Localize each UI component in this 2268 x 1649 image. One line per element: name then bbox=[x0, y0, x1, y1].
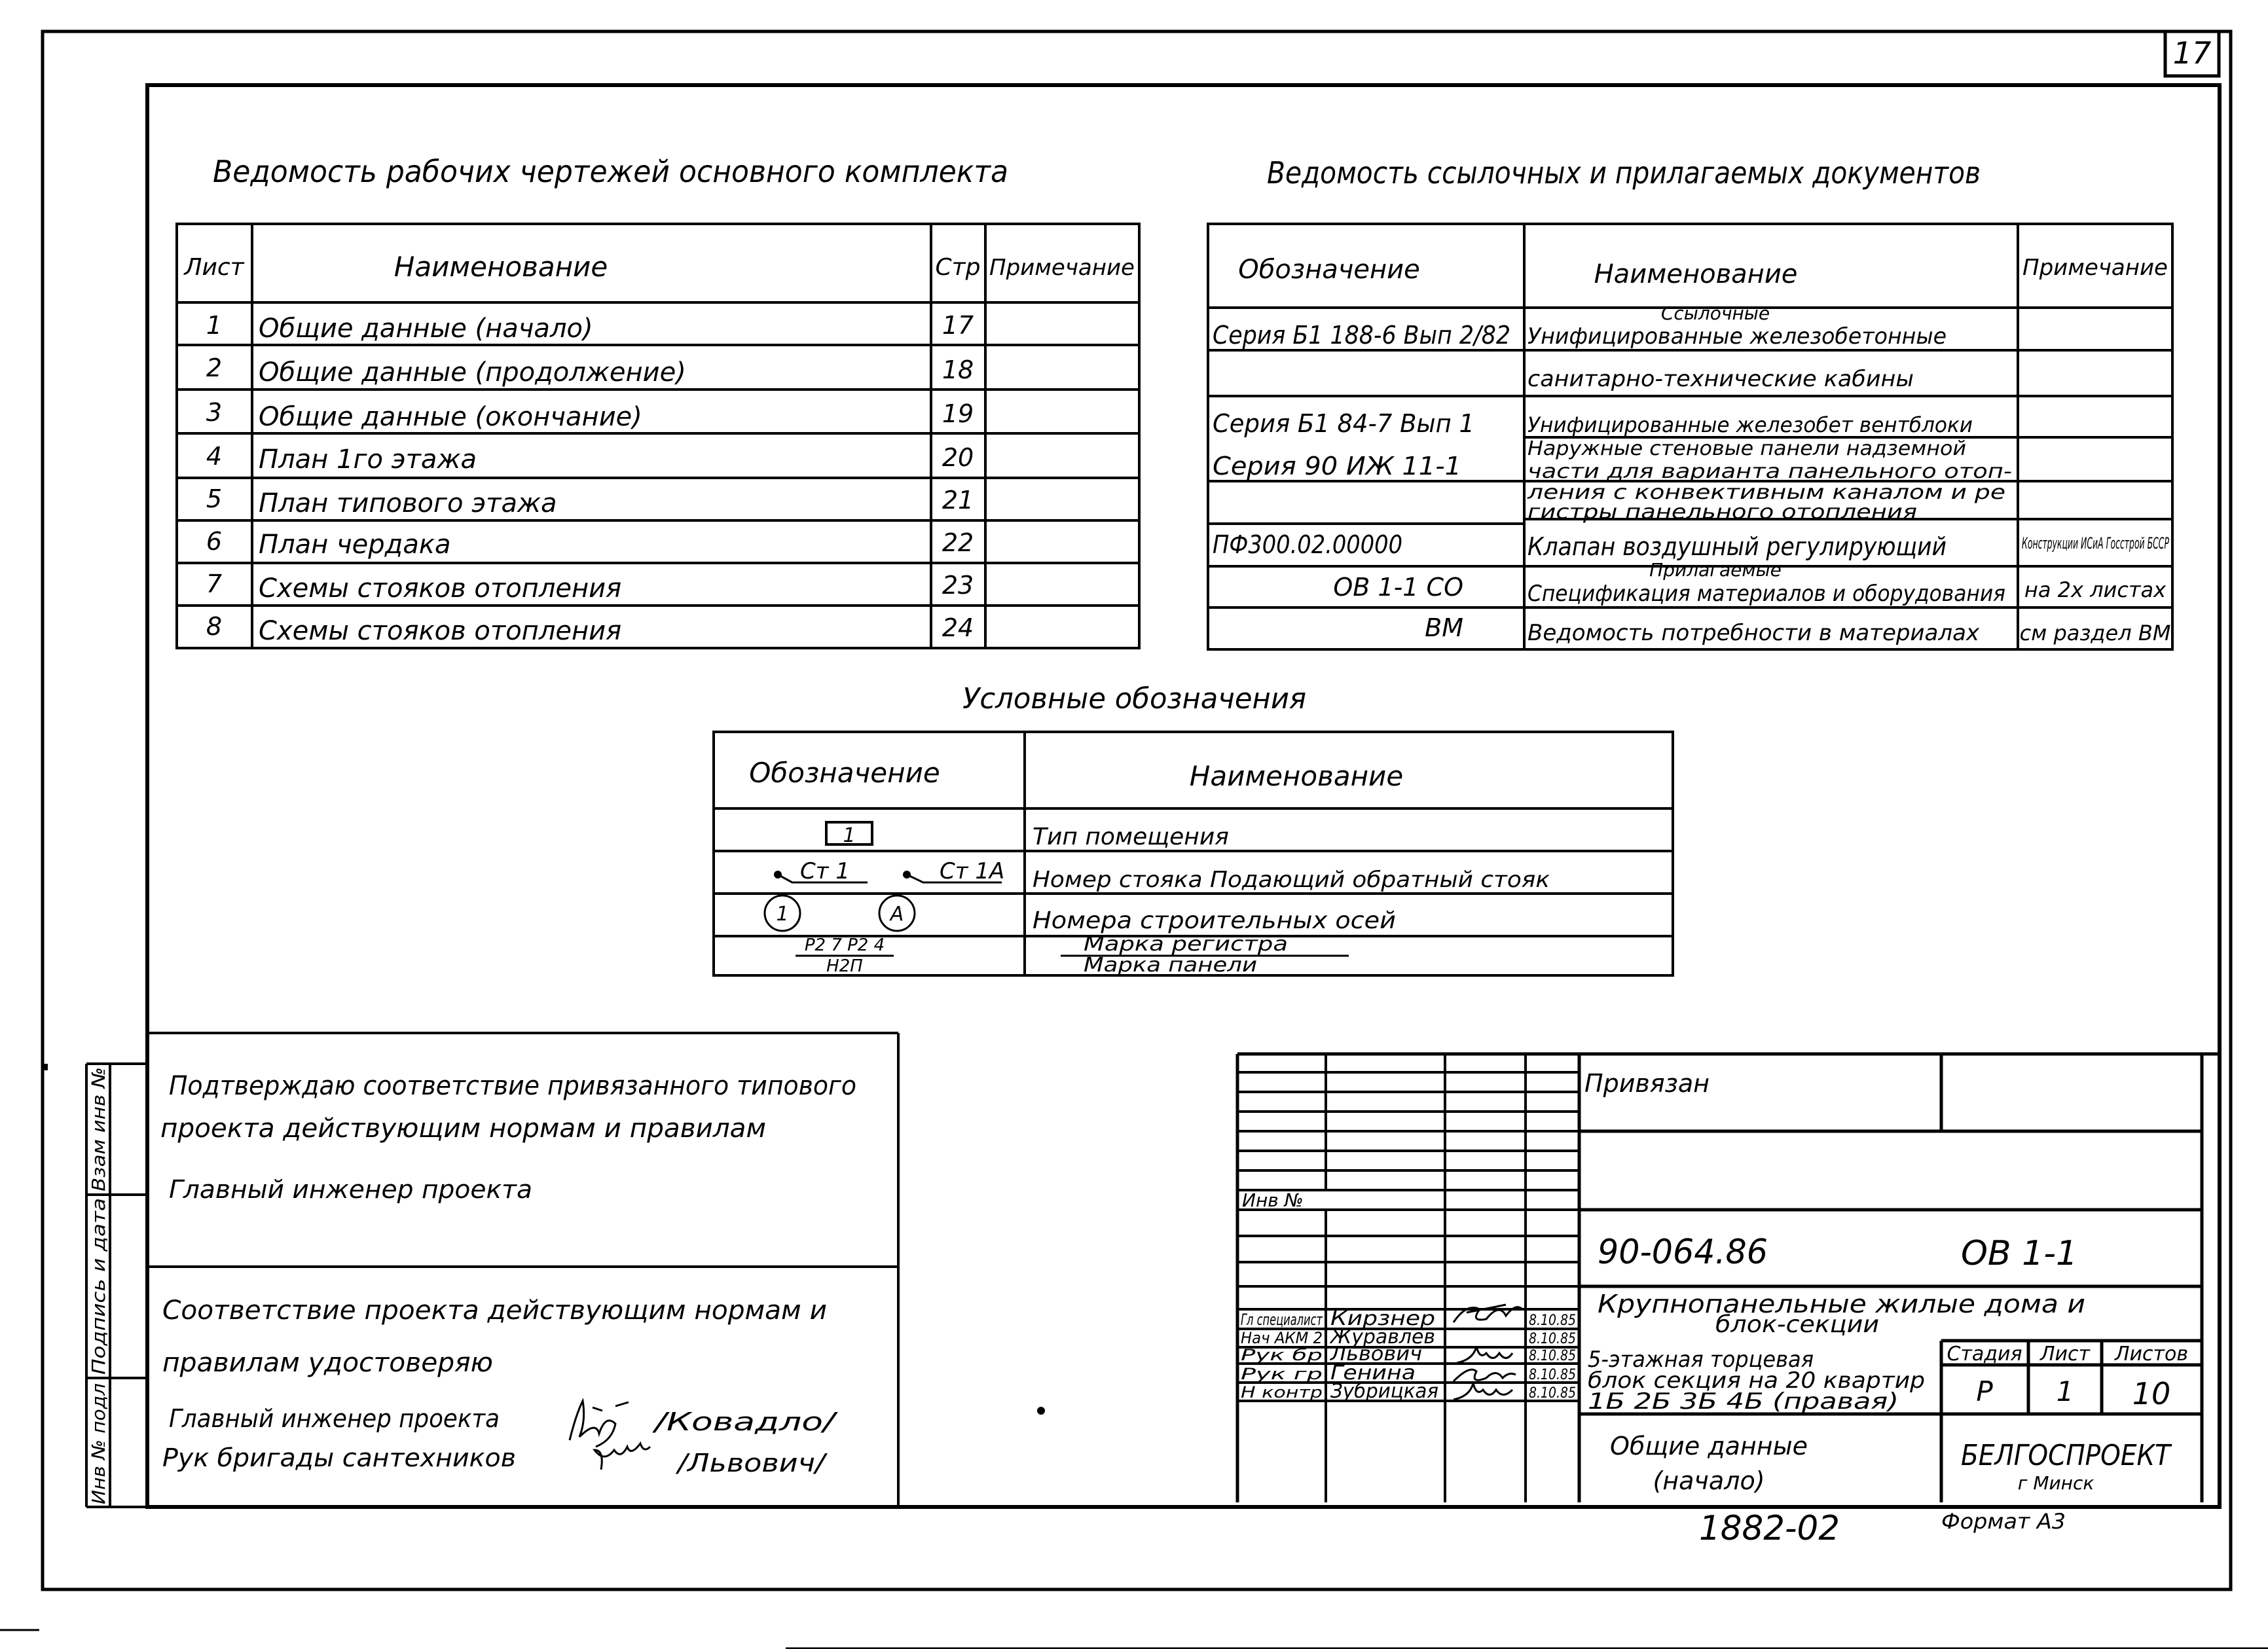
organization-city: г Минск bbox=[2017, 1472, 2094, 1494]
header-note: Примечание bbox=[989, 255, 1135, 281]
signer-role: Рук бр bbox=[1241, 1346, 1323, 1364]
cell-sheet: 7 bbox=[206, 570, 223, 598]
cell-name: План чердака bbox=[259, 530, 451, 560]
cell-name: ления с конвективным каналом и ре bbox=[1526, 481, 2005, 504]
drawings-list-header bbox=[183, 251, 1135, 283]
signer-date: 8.10.85 bbox=[1529, 1385, 1576, 1402]
header-name: Наименование bbox=[393, 251, 608, 283]
references-list-rows bbox=[1213, 302, 2170, 646]
signer-date: 8.10.85 bbox=[1529, 1367, 1576, 1383]
approval-line-2: проекта действующим нормам и правилам bbox=[160, 1114, 766, 1144]
signer-role: Рук гр bbox=[1241, 1365, 1323, 1383]
object-line-3: 1Б 2Б 3Б 4Б (правая) bbox=[1588, 1388, 1899, 1415]
cell-sheet: 4 bbox=[206, 442, 223, 471]
cell-name: части для варианта панельного отоп- bbox=[1527, 460, 2012, 483]
cell-name: Схемы стояков отопления bbox=[259, 573, 622, 604]
cell-note: Конструкции ИСиА Госстрой БССР bbox=[2022, 534, 2170, 553]
references-list-title: Ведомость ссылочных и прилагаемых документов bbox=[1267, 155, 1981, 190]
cell-name: План типового этажа bbox=[259, 488, 557, 518]
cell-name: Унифицированные железобетонные bbox=[1527, 323, 1947, 350]
certify-name-2: /Львович/ bbox=[675, 1449, 828, 1477]
project-code: 90-064.86 bbox=[1598, 1233, 1768, 1272]
cell-name: Унифицированные железобет вентблоки bbox=[1527, 412, 1973, 437]
cell-name: Клапан воздушный регулирующий bbox=[1527, 532, 1947, 561]
cell-designation: ВМ bbox=[1425, 613, 1463, 642]
approval-line-1: Подтверждаю соответствие привязанного типового bbox=[169, 1071, 856, 1101]
cell-name: гистры панельного отопления bbox=[1527, 501, 1917, 524]
page-number: 17 bbox=[2172, 35, 2212, 71]
organization-name: БЕЛГОСПРОЕКТ bbox=[1961, 1439, 2172, 1472]
panel-mark-symbol: Н2П bbox=[826, 956, 863, 976]
signature-genina bbox=[1454, 1369, 1516, 1381]
bound-label: Привязан bbox=[1584, 1069, 1710, 1098]
cell-page: 21 bbox=[942, 486, 974, 515]
signer-name: Генина bbox=[1330, 1362, 1416, 1385]
signer-role: Гл специалист bbox=[1241, 1311, 1323, 1329]
cell-page: 18 bbox=[942, 355, 974, 384]
axis-symbol-a-label: А bbox=[890, 903, 904, 926]
cell-note: на 2х листах bbox=[2024, 577, 2167, 602]
cell-name: Общие данные (начало) bbox=[259, 314, 593, 344]
sheet-title-1: Общие данные bbox=[1610, 1432, 1808, 1460]
axis-symbol-1-label: 1 bbox=[776, 903, 789, 926]
signer-role: Н контр bbox=[1241, 1383, 1323, 1402]
inv-label: Инв № bbox=[1242, 1189, 1304, 1211]
header-sheet: Лист bbox=[184, 254, 244, 281]
register-mark-symbol: Р2 7 Р2 4 bbox=[804, 935, 885, 955]
document-code: ОВ 1-1 bbox=[1961, 1234, 2078, 1273]
object-line-2: блок секция на 20 квартир bbox=[1588, 1368, 1925, 1394]
header-name: Наименование bbox=[1594, 259, 1798, 289]
references-list-header bbox=[1238, 255, 2168, 289]
cell-sheet: 3 bbox=[206, 398, 223, 427]
signer-name: Журавлев bbox=[1329, 1326, 1435, 1349]
legend-panel-mark: Марка панели bbox=[1084, 954, 1257, 977]
legend-header-name: Наименование bbox=[1189, 760, 1404, 792]
stage-value: Р bbox=[1976, 1375, 1993, 1407]
cell-page: 17 bbox=[942, 311, 974, 340]
sheet-title-2: (начало) bbox=[1653, 1466, 1765, 1495]
side-stamp-original-inv: Инв № подл bbox=[88, 1389, 109, 1504]
legend-room-type: Тип помещения bbox=[1033, 824, 1229, 850]
cell-name: санитарно-технические кабины bbox=[1527, 366, 1914, 392]
approval-line-3: Главный инженер проекта bbox=[169, 1175, 532, 1204]
signer-name: Зубрицкая bbox=[1330, 1380, 1438, 1403]
signer-date: 8.10.85 bbox=[1529, 1331, 1576, 1347]
room-type-symbol-label: 1 bbox=[843, 824, 856, 847]
signature-kirzner bbox=[1454, 1305, 1522, 1322]
certify-role-2: Рук бригады сантехников bbox=[162, 1443, 516, 1472]
cell-name: Общие данные (продолжение) bbox=[259, 357, 686, 388]
stray-dot bbox=[1037, 1407, 1045, 1415]
cell-page: 23 bbox=[942, 571, 974, 600]
cell-name: План 1го этажа bbox=[259, 444, 477, 475]
cell-designation: Серия Б1 84-7 Вып 1 bbox=[1213, 409, 1474, 438]
header-designation: Обозначение bbox=[1238, 255, 1420, 285]
project-title-1: Крупнопанельные жилые дома и bbox=[1598, 1290, 2085, 1318]
signature-kovadlo bbox=[570, 1401, 629, 1447]
cell-name: Наружные стеновые панели надземной bbox=[1527, 437, 1966, 460]
side-stamp-replacement: Взам инв № bbox=[88, 1078, 109, 1191]
signer-date: 8.10.85 bbox=[1529, 1348, 1576, 1364]
signature-lvovich-small bbox=[1457, 1347, 1512, 1363]
signer-signatures bbox=[1454, 1305, 1522, 1400]
signature-zubritskaya bbox=[1454, 1383, 1512, 1400]
riser-return-label: Ст 1А bbox=[940, 858, 1005, 884]
certify-name-1: /Ковадло/ bbox=[651, 1407, 839, 1436]
cell-name: Спецификация материалов и оборудования bbox=[1527, 581, 2005, 607]
cell-designation: Серия Б1 188-6 Вып 2/82 bbox=[1213, 321, 1510, 350]
project-title-2: блок-секции bbox=[1715, 1311, 1879, 1338]
cell-designation: ПФ300.02.00000 bbox=[1213, 530, 1402, 559]
riser-supply-label: Ст 1 bbox=[800, 858, 850, 884]
legend-riser: Номер стояка Подающий обратный стояк bbox=[1033, 867, 1550, 893]
legend-register-mark: Марка регистра bbox=[1084, 933, 1288, 956]
sheet-value: 1 bbox=[2056, 1375, 2074, 1407]
legend-axes: Номера строительных осей bbox=[1033, 907, 1396, 934]
signer-name: Кирзнер bbox=[1330, 1307, 1435, 1330]
cell-name: Схемы стояков отопления bbox=[259, 616, 622, 646]
section-attached: Прилагаемые bbox=[1649, 559, 1782, 581]
cell-designation: Серия 90 ИЖ 11-1 bbox=[1213, 452, 1461, 480]
cell-sheet: 1 bbox=[206, 311, 223, 340]
sheets-value: 10 bbox=[2132, 1376, 2171, 1411]
cell-sheet: 5 bbox=[206, 484, 223, 513]
stage-label: Стадия bbox=[1947, 1343, 2022, 1366]
cell-designation: ОВ 1-1 СО bbox=[1333, 573, 1463, 602]
signer-name: Львович bbox=[1329, 1343, 1422, 1366]
certify-role-1: Главный инженер проекта bbox=[169, 1404, 500, 1433]
section-referenced: Ссылочные bbox=[1660, 302, 1770, 324]
cell-page: 24 bbox=[942, 613, 974, 642]
certify-line-1: Соответствие проекта действующим нормам и bbox=[162, 1296, 827, 1326]
cell-page: 19 bbox=[942, 399, 974, 428]
title-block-grid bbox=[1237, 1054, 1579, 1502]
cell-sheet: 6 bbox=[206, 527, 223, 556]
sheets-label: Листов bbox=[2114, 1343, 2189, 1366]
side-stamp-dot bbox=[41, 1064, 48, 1070]
cell-page: 22 bbox=[942, 528, 974, 557]
cell-sheet: 2 bbox=[206, 353, 223, 382]
object-line-1: 5-этажная торцевая bbox=[1588, 1347, 1814, 1373]
legend-title: Условные обозначения bbox=[962, 682, 1306, 716]
legend-header-symbol: Обозначение bbox=[749, 757, 940, 789]
header-page: Стр bbox=[935, 254, 981, 281]
archive-number: 1882-02 bbox=[1699, 1509, 1840, 1548]
cell-name: Ведомость потребности в материалах bbox=[1527, 620, 1980, 646]
cell-note: см раздел ВМ bbox=[2019, 621, 2171, 645]
sheet-label: Лист bbox=[2039, 1343, 2091, 1366]
cell-sheet: 8 bbox=[206, 612, 223, 641]
format-label: Формат А3 bbox=[1941, 1509, 2066, 1534]
drawings-list-title: Ведомость рабочих чертежей основного комплекта bbox=[213, 154, 1008, 189]
signer-role: Нач АКМ 2 bbox=[1241, 1329, 1323, 1347]
signature-lvovich bbox=[594, 1443, 650, 1470]
cell-name: Общие данные (окончание) bbox=[259, 402, 642, 432]
cell-page: 20 bbox=[942, 443, 974, 472]
signer-date: 8.10.85 bbox=[1529, 1313, 1576, 1329]
header-note: Примечание bbox=[2022, 255, 2168, 281]
certify-line-2: правилам удостоверяю bbox=[162, 1348, 493, 1378]
side-stamp-signature-date: Подпись и дата bbox=[88, 1223, 109, 1375]
